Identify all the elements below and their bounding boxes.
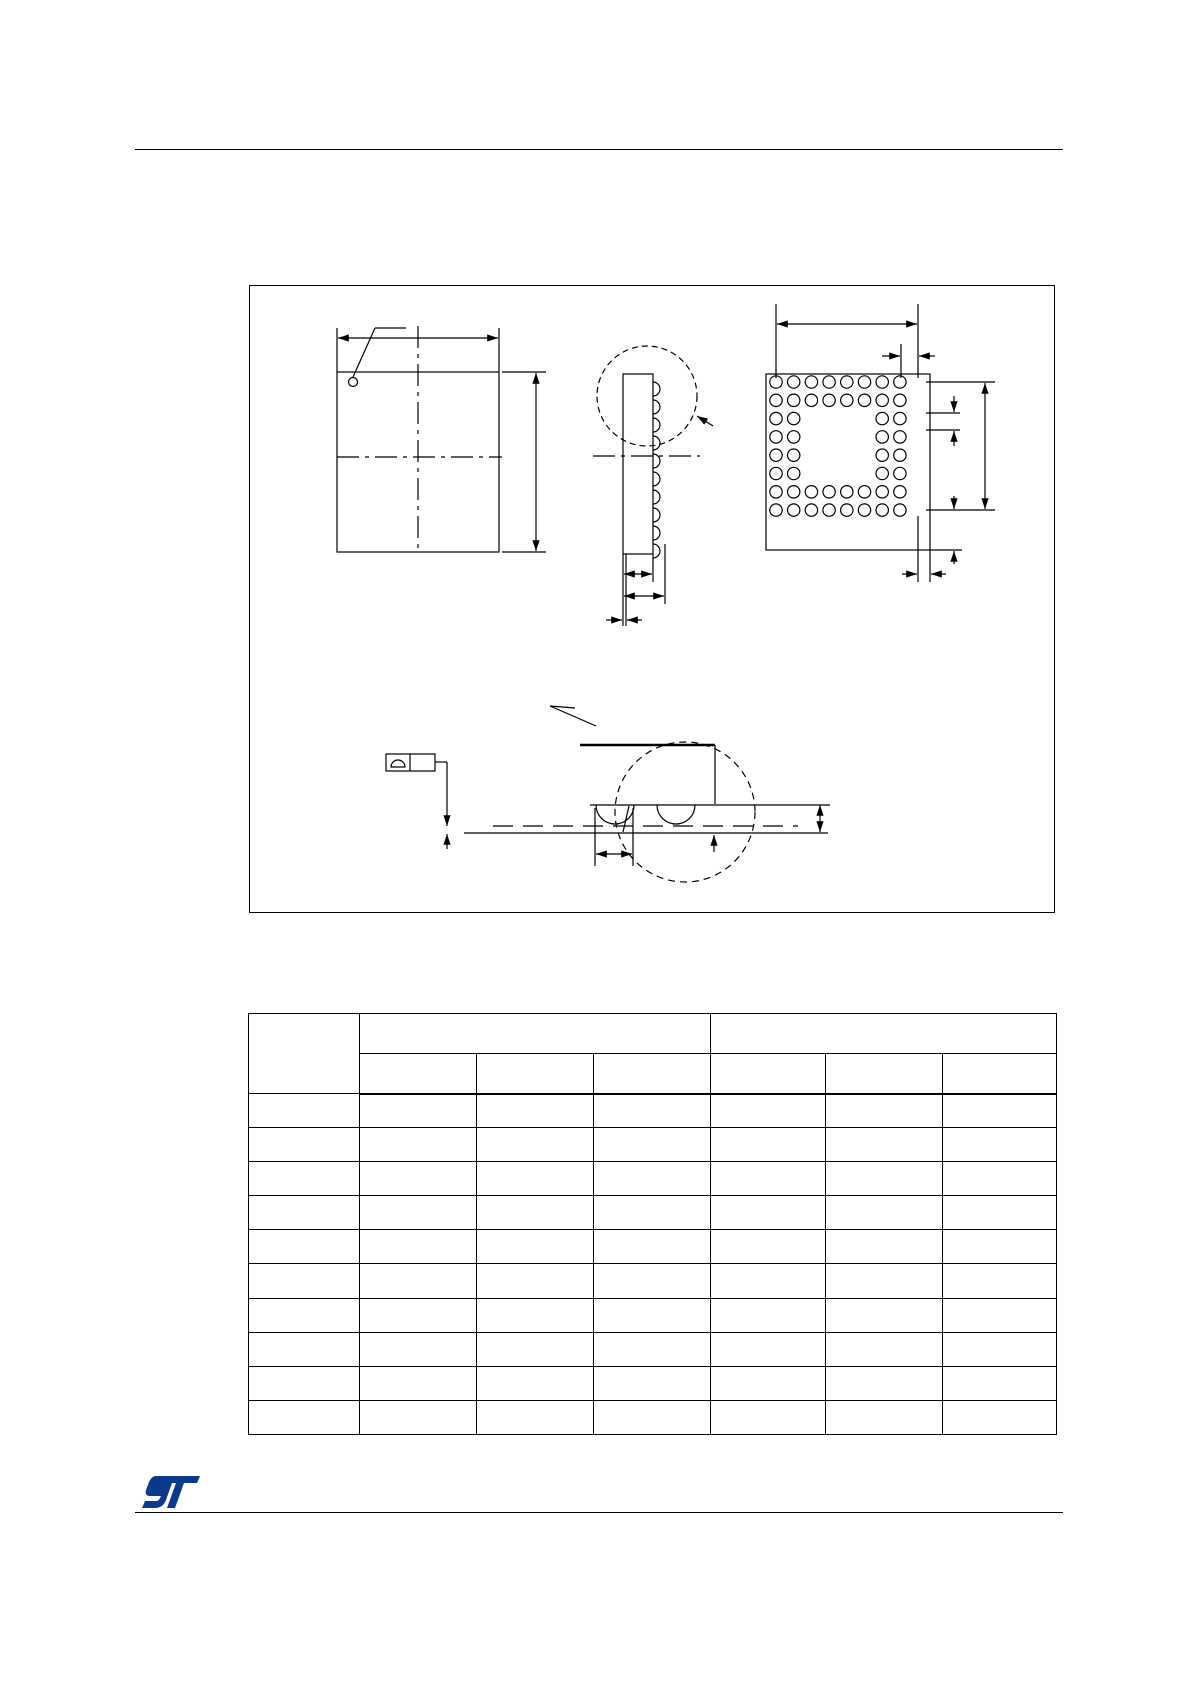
table-cell [826,1400,943,1434]
solder-ball-icon [653,382,660,396]
table-cell [360,1400,477,1434]
solder-ball-icon [894,467,906,479]
solder-ball-icon [823,486,835,498]
side-view [593,346,713,626]
table-cell [477,1400,594,1434]
table-cell [594,1128,711,1162]
solder-ball-icon [770,504,782,516]
table-cell [826,1298,943,1332]
solder-ball-icon [894,449,906,461]
solder-ball-icon [657,805,695,824]
solder-ball-icon [823,504,835,516]
table-cell [477,1264,594,1298]
solder-ball-icon [841,486,853,498]
table-cell [826,1366,943,1400]
header-rule [135,149,1063,150]
table-cell [360,1196,477,1230]
table-cell [711,1400,826,1434]
solder-ball-icon [858,504,870,516]
table-cell [711,1162,826,1196]
table-row [249,1162,1057,1196]
solder-ball-icon [770,412,782,424]
table-cell [360,1230,477,1264]
st-logo-icon [142,1474,202,1510]
table-cell [249,1332,360,1366]
detail-circle-icon [597,346,697,446]
solder-ball-icon [770,431,782,443]
solder-ball-icon [858,376,870,388]
table-cell [826,1264,943,1298]
solder-ball-icon [653,454,660,468]
solder-ball-icon [841,394,853,406]
solder-ball-icon [858,486,870,498]
detail-view [386,706,830,882]
table-row [249,1298,1057,1332]
table-row [249,1230,1057,1264]
solder-ball-icon [876,504,888,516]
table-cell [360,1298,477,1332]
dimension-table-body [249,1094,1057,1435]
table-cell [711,1264,826,1298]
table-cell [826,1162,943,1196]
solder-ball-icon [858,394,870,406]
solder-ball-icon [788,504,800,516]
solder-ball-icon [805,376,817,388]
detail-leader [697,416,713,426]
table-cell [711,1094,826,1128]
solder-ball-icon [876,412,888,424]
table-cell [943,1128,1057,1162]
solder-ball-icon [876,376,888,388]
solder-ball-icon [770,449,782,461]
table-cell [249,1400,360,1434]
table-cell [826,1332,943,1366]
solder-ball-icon [653,472,660,486]
table-cell [943,1094,1057,1128]
solder-ball-icon [894,394,906,406]
table-cell [594,1196,711,1230]
table-cell [477,1162,594,1196]
table-cell [711,1332,826,1366]
side-view-balls [653,382,660,558]
solder-ball-icon [788,376,800,388]
table-cell [943,1162,1057,1196]
table-cell [360,1332,477,1366]
table-row [249,1128,1057,1162]
table-cell [711,1230,826,1264]
table-cell [249,1128,360,1162]
solder-ball-icon [876,486,888,498]
solder-ball-icon [788,486,800,498]
bottom-view [766,304,995,582]
table-cell [943,1298,1057,1332]
table-cell [477,1332,594,1366]
sub-header [943,1054,1057,1094]
table-cell [477,1366,594,1400]
solder-ball-icon [894,431,906,443]
table-cell [594,1298,711,1332]
solder-ball-icon [653,418,660,432]
table-cell [594,1264,711,1298]
pin1-leader-line [353,328,375,377]
solder-ball-icon [894,376,906,388]
solder-ball-icon [788,449,800,461]
table-cell [943,1196,1057,1230]
table-row [249,1264,1057,1298]
table-cell [943,1264,1057,1298]
solder-ball-icon [805,504,817,516]
sub-header [477,1054,594,1094]
table-cell [477,1298,594,1332]
solder-ball-icon [805,394,817,406]
solder-ball-icon [788,431,800,443]
table-row [249,1366,1057,1400]
solder-ball-icon [788,467,800,479]
table-cell [249,1298,360,1332]
solder-ball-icon [653,490,660,504]
table-row [249,1400,1057,1434]
table-cell [594,1366,711,1400]
table-cell [249,1264,360,1298]
solder-ball-icon [653,508,660,522]
solder-ball-icon [788,412,800,424]
table-cell [711,1366,826,1400]
table-cell [477,1230,594,1264]
table-cell [594,1094,711,1128]
table-row [249,1196,1057,1230]
solder-ball-icon [823,394,835,406]
table-cell [711,1196,826,1230]
table-cell [360,1162,477,1196]
table-cell [249,1366,360,1400]
solder-ball-icon [841,376,853,388]
dimension-column-header [249,1014,360,1094]
solder-ball-icon [823,376,835,388]
solder-ball-icon [770,486,782,498]
footer-rule [135,1512,1063,1513]
solder-ball-icon [894,504,906,516]
solder-ball-icon [788,394,800,406]
table-row [249,1094,1057,1128]
table-cell [249,1094,360,1128]
pin1-index-marker-icon [349,378,358,387]
solder-ball-icon [876,431,888,443]
solder-ball-icon [770,467,782,479]
table-cell [477,1094,594,1128]
table-row [249,1332,1057,1366]
solder-ball-icon [876,449,888,461]
table-cell [360,1128,477,1162]
header-group [711,1014,1057,1054]
solder-ball-icon [653,544,660,558]
solder-ball-icon [876,467,888,479]
table-cell [249,1230,360,1264]
table-cell [594,1332,711,1366]
table-cell [943,1366,1057,1400]
table-cell [360,1366,477,1400]
solder-ball-icon [894,486,906,498]
table-cell [594,1400,711,1434]
top-view [337,326,546,552]
table-cell [943,1332,1057,1366]
table-cell [594,1162,711,1196]
table-cell [943,1400,1057,1434]
solder-ball-icon [770,394,782,406]
bottom-view-body [766,374,930,550]
detail-leader [550,706,596,726]
solder-ball-icon [841,504,853,516]
ball-grid [770,376,906,517]
side-view-body [623,374,653,554]
detail-circle-icon [615,742,755,882]
sub-header [594,1054,711,1094]
solder-ball-icon [805,486,817,498]
table-cell [249,1162,360,1196]
table-cell [826,1230,943,1264]
table-cell [477,1196,594,1230]
table-cell [360,1264,477,1298]
dimension-table [248,1013,1057,1435]
solder-ball-icon [653,436,660,450]
sub-header [826,1054,943,1094]
solder-ball-icon [894,412,906,424]
table-cell [826,1196,943,1230]
st-logo-shape [142,1476,200,1508]
table-cell [360,1094,477,1128]
table-cell [711,1298,826,1332]
table-cell [594,1230,711,1264]
solder-ball-icon [653,526,660,540]
table-cell [249,1196,360,1230]
table-cell [826,1128,943,1162]
table-cell [711,1128,826,1162]
table-cell [826,1094,943,1128]
sub-header [711,1054,826,1094]
solder-ball-icon [876,394,888,406]
coplanarity-glyph-icon [391,760,405,767]
table-cell [477,1128,594,1162]
solder-ball-icon [653,400,660,414]
package-outline-drawing [249,285,1055,913]
table-cell [943,1230,1057,1264]
header-group [360,1014,711,1054]
sub-header [360,1054,477,1094]
